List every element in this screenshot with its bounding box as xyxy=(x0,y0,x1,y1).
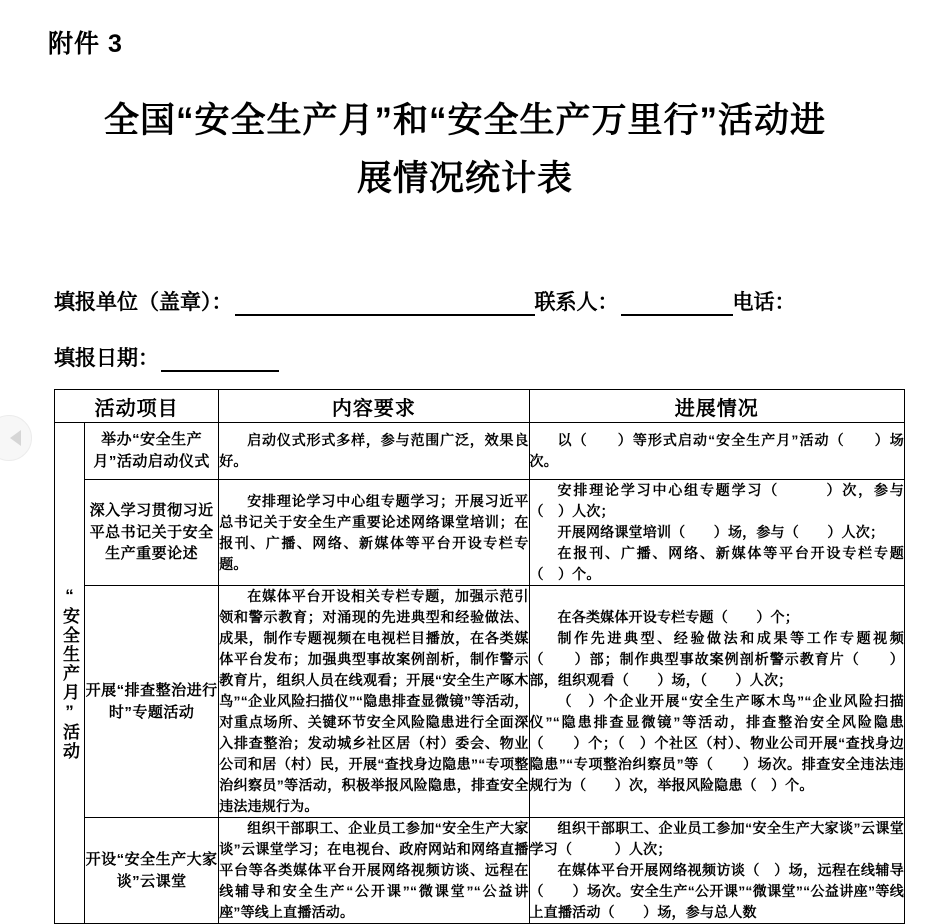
reporting-unit-field[interactable] xyxy=(235,296,535,316)
progress-cell-3[interactable] xyxy=(529,586,904,818)
activity-group-label-cell xyxy=(55,423,85,924)
requirement-cell-2 xyxy=(219,480,529,586)
progress-text-2-2: 开展网络课堂培训（ ）场，参与（ ）人次； xyxy=(557,524,885,540)
contact-person-label: 联系人： xyxy=(534,291,619,314)
column-header-requirements: 内容要求 xyxy=(219,390,529,423)
progress-text-2-1: 安排理论学习中心组专题学习（ ）次，参与（ ）人次； xyxy=(529,482,904,519)
page-title-line-1: 全国“安全生产月”和“安全生产万里行”活动进 xyxy=(103,101,826,140)
table-row xyxy=(55,818,905,924)
table-row xyxy=(55,480,905,586)
activity-item-4: 开设“安全生产大家谈”云课堂 xyxy=(85,818,219,924)
requirement-cell-4 xyxy=(219,818,529,924)
left-arrow-icon xyxy=(10,430,21,446)
statistics-table-container xyxy=(54,389,905,924)
activity-item-1: 举办“安全生产月”活动启动仪式 xyxy=(85,423,219,480)
form-meta-block xyxy=(54,286,890,398)
requirement-text-2: 安排理论学习中心组专题学习；开展习近平总书记关于安全生产重要论述网络课堂培训；在报刊、广播、网络、新媒体等平台开设专栏专题。 xyxy=(219,492,529,572)
reporting-unit-label: 填报单位（盖章）： xyxy=(54,291,233,314)
progress-text-4-2: 在媒体平台开展网络视频访谈（ ）场，远程在线辅导（ ）场次。安全生产“公开课”“微课堂”“公益讲座”等线上直播活动（ ）场，参与总人数 xyxy=(529,862,904,920)
progress-text-4-1: 组织干部职工、企业员工参加“安全生产大家谈”云课堂学习（ ）人次； xyxy=(529,820,904,857)
report-date-label: 填报日期： xyxy=(54,347,159,370)
contact-person-field[interactable] xyxy=(621,296,733,316)
progress-text-3-3: （ ）个企业开展“安全生产啄木鸟”“企业风险扫描仪”“隐患排查显微镜”等活动，排查整治安全风险隐患（ ）个；（ ）个社区（村）、物业公司开展“查找身边隐患”“专项整治纠察员”等（ ）场次。排查安全违法违规行为（ ）次，举报风险隐患（ ）个。 xyxy=(529,693,904,793)
table-header-row xyxy=(55,390,905,423)
activity-item-3: 开展“排查整治进行时”专题活动 xyxy=(85,586,219,818)
progress-cell-1[interactable] xyxy=(529,423,904,480)
column-header-activity: 活动项目 xyxy=(55,390,219,423)
progress-text-1-1: 以（ ）等形式启动“安全生产月”活动（ ）场次。 xyxy=(529,432,904,469)
requirement-cell-1 xyxy=(219,423,529,480)
progress-cell-2[interactable] xyxy=(529,480,904,586)
activity-item-2: 深入学习贯彻习近平总书记关于安全生产重要论述 xyxy=(85,480,219,586)
statistics-table xyxy=(54,389,905,924)
meta-row-date xyxy=(54,342,890,372)
meta-row-unit xyxy=(54,286,890,316)
requirement-text-1: 启动仪式形式多样，参与范围广泛，效果良好。 xyxy=(219,432,529,469)
requirement-text-3: 在媒体平台开设相关专栏专题，加强示范引领和警示教育；对涌现的先进典型和经验做法、成果，制作专题视频在电视栏目播放，在各类媒体平台发布；加强典型事故案例剖析，制作警示教育片，组织人员在线观看；开展“安全生产啄木鸟”“企业风险扫描仪”“隐患排查显微镜”等活动，对重点场所、关键环节安全风险隐患进行全面深入排查整治；发动城乡社区居（村）委会、物业公司和居（村）民，开展“查找身边隐患”“专项整治纠察员”等活动，积极举报风险隐患，排查安全违法违规行为。 xyxy=(219,588,529,814)
requirement-cell-3 xyxy=(219,586,529,818)
progress-text-3-2: 制作先进典型、经验做法和成果等工作专题视频（ ）部；制作典型事故案例剖析警示教育片（ ）部，组织观看（ ）场，（ ）人次； xyxy=(529,630,904,688)
previous-page-arrow-icon[interactable] xyxy=(0,415,32,461)
report-date-field[interactable] xyxy=(161,352,279,372)
activity-group-label: “安全生产月”活动 xyxy=(60,585,80,761)
requirement-text-4: 组织干部职工、企业员工参加“安全生产大家谈”云课堂学习；在电视台、政府网站和网络直播平台等各类媒体平台开展网络视频访谈、远程在线辅导和安全生产“公开课”“微课堂”“公益讲座”等线上直播活动。 xyxy=(219,820,529,920)
progress-text-3-1: 在各类媒体开设专栏专题（ ）个； xyxy=(557,609,799,625)
table-row xyxy=(55,586,905,818)
page-title xyxy=(0,92,930,208)
column-header-progress: 进展情况 xyxy=(529,390,904,423)
progress-text-2-3: 在报刊、广播、网络、新媒体等平台开设专栏专题（ ）个。 xyxy=(529,545,904,582)
phone-label: 电话： xyxy=(732,291,796,314)
progress-cell-4[interactable] xyxy=(529,818,904,924)
page-title-line-2: 展情况统计表 xyxy=(356,158,573,198)
table-row xyxy=(55,423,905,480)
attachment-label: 附件 3 xyxy=(48,30,123,58)
